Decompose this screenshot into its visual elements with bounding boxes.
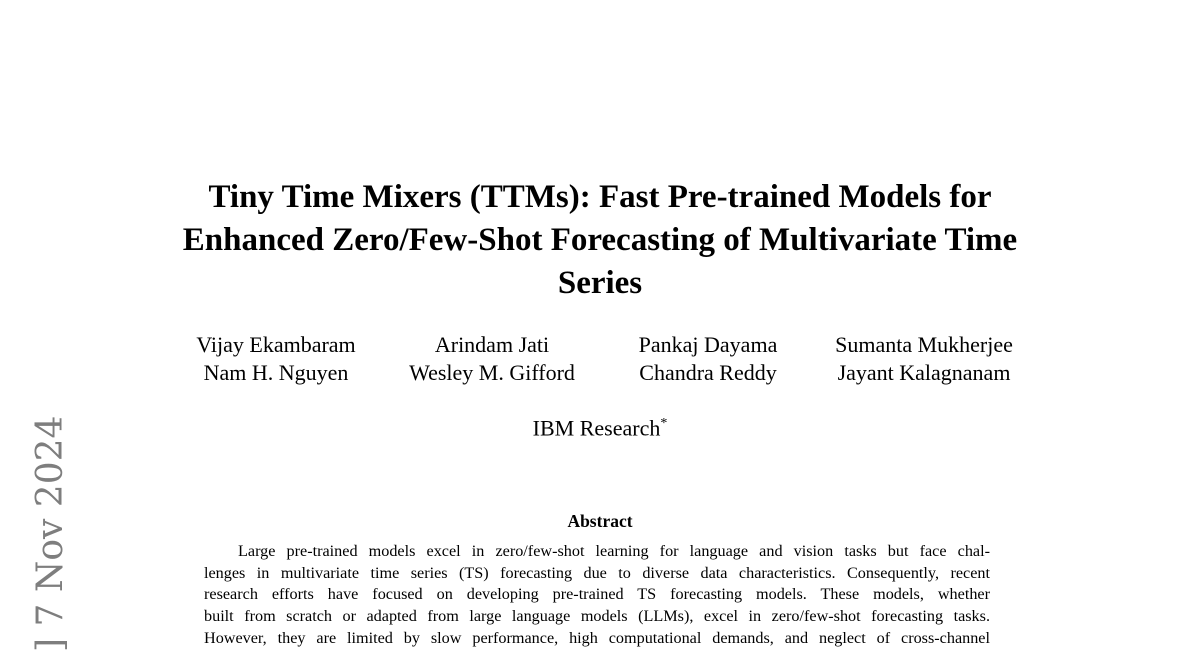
paper-title-line-1: Tiny Time Mixers (TTMs): Fast Pre-trained Models for (208, 179, 992, 215)
abstract-line: Large pre-trained models excel in zero/few-shot learning for language and vision tasks but face chal- (238, 542, 990, 560)
author-name: Sumanta Mukherjee (835, 332, 1013, 357)
abstract-heading: Abstract (567, 511, 633, 531)
arxiv-stamp: ] 7 Nov 2024 (30, 415, 71, 652)
author-list (168, 331, 1032, 387)
paper-title (0, 176, 1200, 305)
affiliation-footnote-marker: * (660, 416, 668, 431)
author-name: Jayant Kalagnanam (837, 360, 1011, 385)
affiliation-name: IBM Research (532, 415, 661, 441)
author-name: Vijay Ekambaram (196, 332, 356, 357)
paper-title-line-3: Series (557, 265, 643, 301)
author-name: Nam H. Nguyen (203, 360, 349, 385)
abstract-line: research efforts have focused on developing pre-trained TS forecasting models. These models, whether (204, 585, 990, 604)
author-name: Wesley M. Gifford (409, 360, 575, 385)
affiliation (0, 410, 1200, 442)
abstract-line: However, they are limited by slow performance, high computational demands, and neglect of cross-channel (204, 628, 990, 647)
author-name: Pankaj Dayama (638, 332, 778, 357)
author-name: Arindam Jati (434, 332, 550, 357)
paper-title-line-2: Enhanced Zero/Few-Shot Forecasting of Multivariate Time (182, 222, 1018, 258)
abstract-line: lenges in multivariate time series (TS) forecasting due to diverse data characteristics. Consequently, recent (204, 563, 990, 582)
author-name: Chandra Reddy (639, 360, 777, 385)
abstract-body (204, 541, 990, 650)
abstract-line: built from scratch or adapted from large language models (LLMs), excel in zero/few-shot forecasting tasks. (204, 607, 990, 626)
